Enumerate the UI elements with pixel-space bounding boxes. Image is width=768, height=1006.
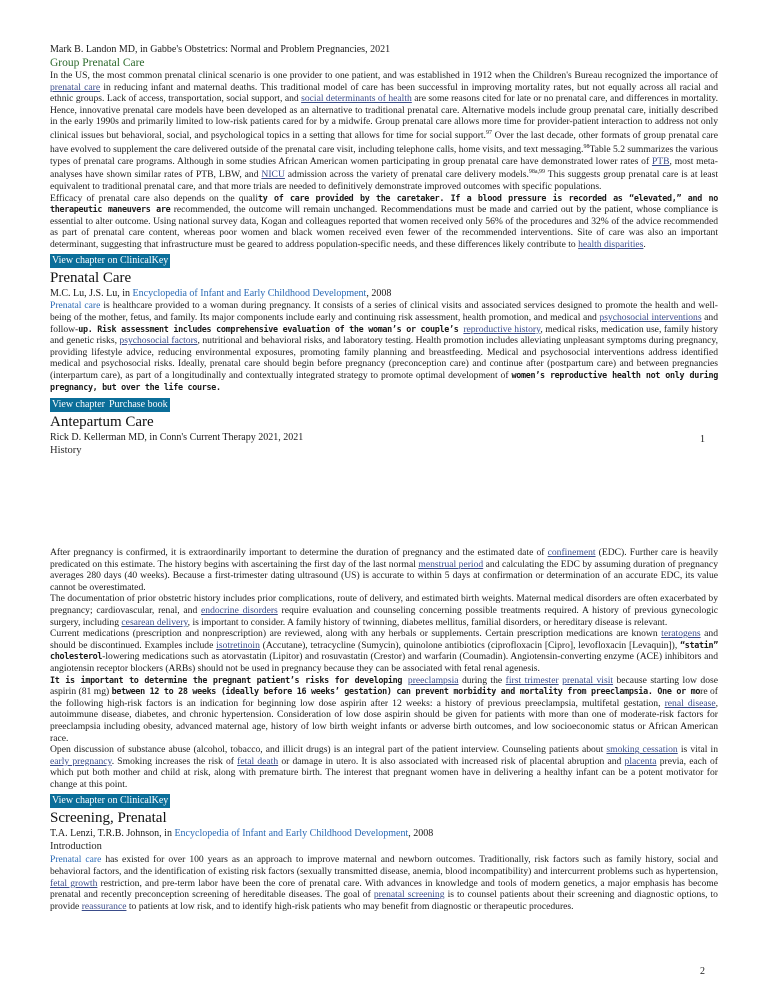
paragraph: After pregnancy is confirmed, it is extraordinarily important to determine the duration of pregnancy and the estimated date of confinement (EDC). Further care is heavily predicated on this estimate. The history begins with ascertaining the first day of the last normal menstrual period and calculating the EDC by assuming duration of pregnancy averages 280 days (40 weeks). Because a first-trimester dating ultrasound (US) is accurate to within 5 days at confirmation or determination of an accurate EDC, its value cannot be overestimated. bbox=[50, 547, 718, 593]
term-link[interactable]: cesarean delivery bbox=[121, 616, 188, 628]
term-link[interactable]: first trimester bbox=[505, 674, 559, 686]
term-link[interactable]: prenatal visit bbox=[562, 674, 614, 686]
section-heading: Prenatal Care bbox=[50, 270, 132, 287]
term-link[interactable]: social determinants of health bbox=[301, 93, 412, 105]
page-1 bbox=[50, 44, 718, 458]
page-2 bbox=[50, 547, 718, 912]
term-link[interactable]: reassurance bbox=[81, 900, 127, 912]
term-link[interactable]: Prenatal care bbox=[50, 854, 102, 866]
section-heading: Screening, Prenatal bbox=[50, 810, 167, 827]
term-link[interactable]: PTB bbox=[651, 155, 670, 167]
section-subtitle: History bbox=[50, 445, 82, 457]
term-link[interactable]: health disparities bbox=[578, 238, 644, 250]
term-link[interactable]: renal disease bbox=[664, 697, 716, 709]
term-link[interactable]: confinement bbox=[547, 547, 596, 558]
term-link[interactable]: fetal death bbox=[237, 755, 279, 767]
source-citation: M.C. Lu, J.S. Lu, in Encyclopedia of Infant and Early Childhood Development, 2008 bbox=[50, 288, 392, 300]
paragraph: Prenatal care has existed for over 100 years as an approach to improve maternal and newborn outcomes. Traditionally, risk factors such as family history, social and behavioral factors, and the identification of existing risk factors (sexually transmitted disease, anemia, blood incompatibility) and intercurrent problems such as hypertension, fetal growth restriction, and pre-term labor have been the core of prenatal care. With advances in knowledge and tools of modern genetics, a major emphasis has become prenatal and recently preconception screening of hereditable diseases. The goal of prenatal screening is to counsel patients about their screening and diagnostic options, to provide reassurance to patients at low risk, and to identify high-risk patients who may benefit from diagnostic or therapeutic procedures. bbox=[50, 854, 718, 912]
book-link[interactable]: Encyclopedia of Infant and Early Childhood Development bbox=[174, 828, 409, 840]
term-link[interactable]: prenatal screening bbox=[373, 889, 445, 901]
term-link[interactable]: preeclampsia bbox=[407, 674, 459, 686]
paragraph: The documentation of prior obstetric history includes prior complications, route of delivery, and estimated birth weights. Maternal medical disorders are often exacerbated by pregnancy; cardiovascular, renal, and endocrine disorders require evaluation and counseling concerning possible treatments required. A history of previous gynecologic surgery, including cesarean delivery, is important to consider. A family history of twinning, diabetes mellitus, familial disorders, or hereditary disease is relevant. bbox=[50, 593, 718, 628]
purchase-book-button[interactable]: Purchase book bbox=[108, 399, 168, 411]
view-chapter-button[interactable]: View chapter bbox=[52, 399, 105, 411]
paragraph: It is important to determine the pregnant patient’s risks for developing preeclampsia during the first trimester prenatal visit because starting low dose aspirin (81 mg) between 12 to 28 weeks (ideally before 16 weeks’ gestation) can prevent morbidity and mortality from preeclampsia. One or more of the following high-risk factors is an indication for beginning low dose aspirin after 12 weeks: a history of previous preeclampsia, multifetal gestation, renal disease, autoimmune disease, diabetes, and chronic hypertension. Consideration of low dose aspirin should be given for patients with more than one of moderate-risk factors for preeclampsia including obesity, advanced maternal age, history of low birth weight infants or adverse birth outcomes, and low socioeconomic status or African American race. bbox=[50, 674, 718, 744]
view-chapter-button[interactable]: View chapter on ClinicalKey bbox=[52, 255, 169, 267]
term-link[interactable]: fetal growth bbox=[50, 877, 98, 889]
term-link[interactable]: Prenatal care bbox=[50, 300, 101, 312]
term-link[interactable]: isotretinoin bbox=[216, 639, 260, 651]
source-citation: Rick D. Kellerman MD, in Conn's Current Therapy 2021, 2021 bbox=[50, 432, 304, 444]
paragraph: Efficacy of prenatal care also depends on the quality of care provided by the caretaker. If a blood pressure is recorded as “elevated,” and no therapeutic maneuvers are recommended, the outcome will remain unchanged. Recommendations must be made and carried out by the patient, whose compliance is essential to alter outcome. Using national survey data, Kogan and colleagues reported that women received only 56% of the procedures and 32% of the advice recommended as part of prenatal care content, whereas poor women and black women received even fewer of the recommended interventions. Site of care was also an important determinant, suggesting that infrastructure must be geared to address population-specific needs, and these differences likely contribute to health disparities. bbox=[50, 192, 718, 250]
term-link[interactable]: NICU bbox=[261, 169, 285, 181]
term-link[interactable]: psychosocial factors bbox=[119, 335, 198, 347]
paragraph: Prenatal care is healthcare provided to a woman during pregnancy. It consists of a series of clinical visits and associated services designed to promote the health and well-being of the mother, fetus, and family. Its major components include early and continuing risk assessment, health promotion, and medical and psychosocial interventions and follow-up. Risk assessment includes comprehensive evaluation of the woman’s or couple’s reproductive history, medical risks, medication use, family history and genetic risks, psychosocial factors, nutritional and behavioral risks, and laboratory testing. Health promotion includes alleviating unpleasant symptoms during pregnancy, providing lifestyle advice, reducing environmental exposures, promoting family planning and breastfeeding. Medical and psychosocial interventions address identified medical and psychosocial risks. Ideally, prenatal care should begin before pregnancy (preconception care) and continue after (postpartum care) and between pregnancies (interpartum care), as part of a longitudinally and contextually integrated strategy to promote optimal development of women’s reproductive health not only during pregnancy, but over the life course. bbox=[50, 300, 719, 392]
term-link[interactable]: teratogens bbox=[661, 628, 701, 640]
paragraph: In the US, the most common prenatal clinical scenario is one provider to one patient, and was established in 1912 when the Children's Bureau recognized the importance of prenatal care in reducing infant and maternal deaths. This traditional model of care has been successful in improving mortality rates, but not equally across all racial and ethnic groups. Lack of access, transportation, social support, and social determinants of health are some reasons cited for late or no prenatal care, and differences in mortality. Hence, innovative prenatal care models have been developed as an alternative to traditional prenatal care. Alternative models include group prenatal care, initially described in the early 1990s and primarily limited to low-risk patients cared for by a midwife. Group prenatal care allows more time for provider-patient interaction to address not only clinical issues but behavioral, social, and psychological topics in a setting that allows for time for social support.$^{97}$ Over the last decade, other formats of group prenatal care have evolved to supplement the care delivered outside of the prenatal care visit, including telephone calls, home visits, and text messaging.$^{98}$Table 5.2 summarizes the various types of prenatal care programs. Although in some studies African American women participating in group prenatal care have demonstrated lower rates of PTB, most meta-analyses have shown similar rates of PTB, LBW, and NICU admission across the variety of prenatal care delivery models.$^{98a,99}$ This suggests group prenatal care is at least equivalent to traditional prenatal care, and that more trials are needed to definitively demonstrate improved outcomes with specific populations. bbox=[50, 70, 718, 192]
term-link[interactable]: smoking cessation bbox=[606, 744, 678, 756]
book-link[interactable]: Encyclopedia of Infant and Early Childhood Development bbox=[132, 288, 367, 300]
term-link[interactable]: reproductive history bbox=[463, 323, 541, 335]
section-subtitle: Introduction bbox=[50, 841, 102, 853]
term-link[interactable]: endocrine disorders bbox=[201, 604, 278, 616]
page-number: 2 bbox=[700, 966, 705, 977]
section-heading: Antepartum Care bbox=[50, 414, 154, 431]
page-number: 1 bbox=[700, 434, 705, 445]
term-link[interactable]: menstrual period bbox=[418, 558, 484, 570]
view-chapter-button[interactable]: View chapter on ClinicalKey bbox=[52, 795, 169, 807]
term-link[interactable]: prenatal care bbox=[50, 81, 101, 93]
term-link[interactable]: early pregnancy bbox=[50, 755, 112, 767]
source-citation: T.A. Lenzi, T.R.B. Johnson, in Encyclopedia of Infant and Early Childhood Development, 2008 bbox=[50, 828, 434, 840]
term-link[interactable]: placenta bbox=[624, 755, 657, 767]
source-citation: Mark B. Landon MD, in Gabbe's Obstetrics: Normal and Problem Pregnancies, 2021 bbox=[50, 44, 391, 55]
paragraph: Open discussion of substance abuse (alcohol, tobacco, and illicit drugs) is an integral part of the patient interview. Counseling patients about smoking cessation is vital in early pregnancy. Smoking increases the risk of fetal death or damage in utero. It is also associated with increased risk of placental abruption and placenta previa, each of which put both mother and child at risk, along with premature birth. The interest that pregnant women have in delivering a healthy infant can be a potent motivator for change at this point. bbox=[50, 744, 719, 790]
section-subtitle: Group Prenatal Care bbox=[50, 57, 145, 69]
term-link[interactable]: psychosocial interventions bbox=[599, 312, 702, 324]
paragraph: Current medications (prescription and nonprescription) are reviewed, along with any herbals or supplements. Certain prescription medications are known teratogens and should be discontinued. Examples include isotretinoin (Accutane), tetracycline (Sumycin), quinolone antibiotics (ciprofloxacin [Cipro], levofloxacin [Levaquin]), “statin” cholesterol-lowering medications such as atorvastatin (Lipitor) and rosuvastatin (Crestor) and warfarin (Coumadin). Angiotensin-converting enzyme (ACE) inhibitors and angiotensin receptor blockers (ARBs) should not be used in pregnancy because they can be associated with fetal renal agenesis. bbox=[50, 628, 718, 674]
